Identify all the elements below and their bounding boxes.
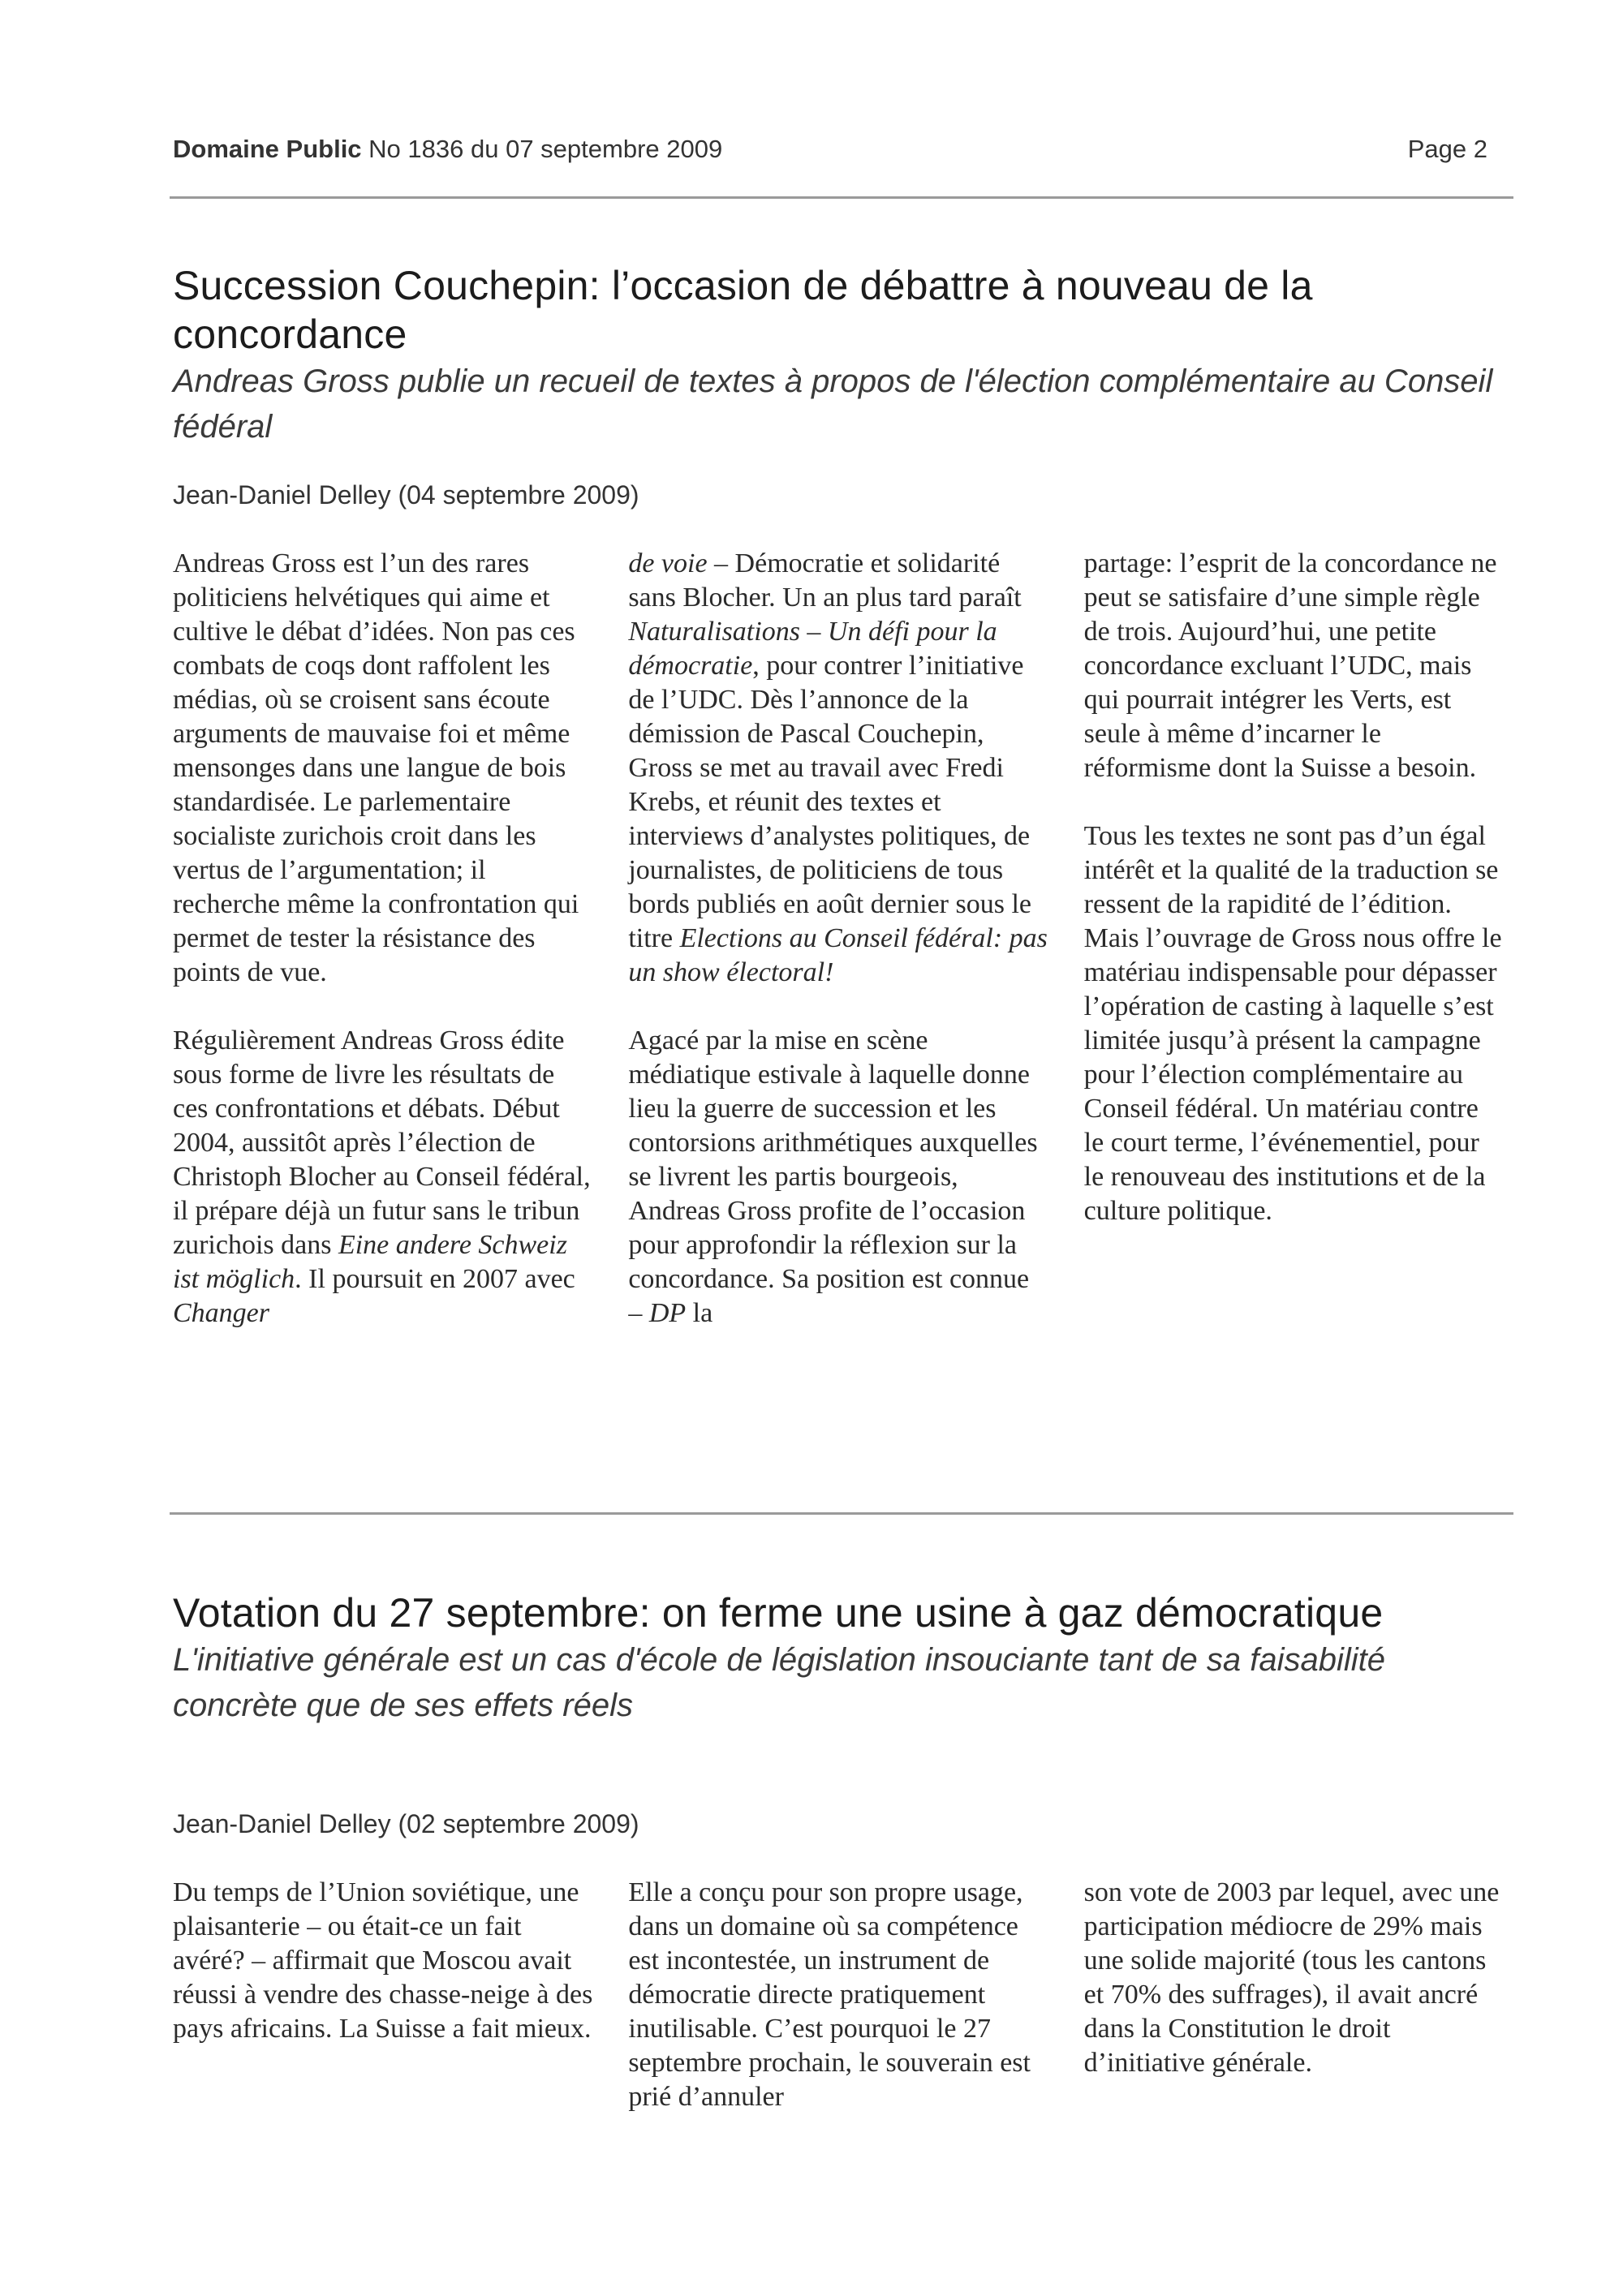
article-1 (173, 261, 1504, 1494)
text-column (1084, 1876, 1504, 2114)
text-run: Elle a conçu pour son propre usage, dans un domaine où sa compétence est incontestée, un instrument de démocratie directe pratiquement inutilisable. C’est pourquoi le 27 septembre prochain, le souverain est prié d’annuler (628, 1877, 1031, 2112)
text-run: partage: l’esprit de la concordance ne peut se satisfaire d’une simple règle de trois. Aujourd’hui, une petite concordance excluant l’UDC, mais qui pourrait intégrer les Verts, est seule à même d’incarner le réformisme dont la Suisse a besoin. (1083, 548, 1497, 783)
text-column (1084, 547, 1504, 1331)
paragraph (1084, 819, 1504, 1228)
paragraph (173, 1876, 592, 2046)
italic-text: de voie (628, 548, 708, 578)
italic-text: Elections au Conseil fédéral: pas un show électoral! (628, 923, 1048, 987)
paragraph (628, 1876, 1048, 2114)
article-subtitle: Andreas Gross publie un recueil de textes à propos de l'élection complémentaire au Conseil fédéral (173, 363, 1493, 445)
article-divider (170, 1512, 1513, 1515)
issue-info: No 1836 du 07 septembre 2009 (368, 135, 723, 163)
text-column (628, 547, 1048, 1331)
text-run: Andreas Gross est l’un des rares politiciens helvétiques qui aime et cultive le débat d’idées. Non pas ces combats de coqs dont raffolent les médias, où se croisent sans écoute arguments de mauvaise foi et même mensonges dans une langue de bois standardisée. Le parlementaire socialiste zurichois croit dans les vertus de l’argumentation; il recherche même la confrontation qui permet de tester la résistance des points de vue. (173, 548, 579, 987)
text-run: Régulièrement Andreas Gross édite sous forme de livre les résultats de ces confrontations et débats. Début 2004, aussitôt après l’élection de Christoph Blocher au Conseil fédéral, il prépare déjà un futur sans le tribun zurichois dans (173, 1025, 591, 1260)
text-run: – Démocratie et solidarité sans Blocher. Un an plus tard paraît (628, 548, 1022, 613)
text-column (628, 1876, 1048, 2114)
paragraph (1084, 1876, 1504, 2080)
text-run: son vote de 2003 par lequel, avec une participation médiocre de 29% mais une solide majorité (tous les cantons et 70% des suffrages), il avait ancré dans la Constitution le droit d’initiative générale. (1083, 1877, 1500, 2078)
article-2 (173, 1589, 1504, 2173)
italic-text: Changer (173, 1298, 269, 1328)
text-run: , pour contrer l’initiative de l’UDC. Dès l’annonce de la démission de Pascal Couchepin, Gross se met au travail avec Fredi Krebs, et réunit des textes et interviews d’analystes politiques, de journalistes, de politiciens de tous bords publiés en août dernier sous le titre (628, 651, 1031, 953)
article-title: Succession Couchepin: l’occasion de débattre à nouveau de la concordance (173, 263, 1313, 357)
paragraph (1084, 547, 1504, 785)
page-number: Page 2 (1407, 135, 1487, 163)
article-subtitle: L'initiative générale est un cas d'école de législation insouciante tant de sa faisabilité concrète que de ses effets réels (173, 1642, 1386, 1723)
text-run: Agacé par la mise en scène médiatique estivale à laquelle donne lieu la guerre de succession et les contorsions arithmétiques auxquelles se livrent les partis bourgeois, Andreas Gross profite de l’occasion pour approfondir la réflexion sur la concordance. Sa position est connue – (628, 1025, 1038, 1328)
text-column (173, 1876, 592, 2114)
text-column (173, 547, 592, 1331)
paragraph (628, 1024, 1048, 1331)
publication-name: Domaine Public (173, 135, 362, 163)
article-title: Votation du 27 septembre: on ferme une usine à gaz démocratique (173, 1590, 1384, 1636)
text-run: la (686, 1298, 713, 1328)
italic-text: Naturalisations – Un défi pour la démocratie (628, 617, 997, 681)
article-byline: Jean-Daniel Delley (04 septembre 2009) (173, 480, 639, 510)
text-run: Du temps de l’Union soviétique, une plaisanterie – ou était-ce un fait avéré? – affirmait que Moscou avait réussi à vendre des chasse-neige à des pays africains. La Suisse a fait mieux. (173, 1877, 593, 2044)
paragraph (628, 547, 1048, 990)
italic-text: Eine andere Schweiz ist möglich (173, 1230, 567, 1294)
article-body (173, 547, 1504, 1331)
article-byline: Jean-Daniel Delley (02 septembre 2009) (173, 1809, 639, 1838)
paragraph (173, 547, 592, 990)
running-header (173, 135, 1487, 170)
article-body (173, 1876, 1504, 2114)
text-run: . Il poursuit en 2007 avec (295, 1264, 575, 1294)
paragraph (173, 1024, 592, 1331)
italic-text: DP (648, 1298, 687, 1328)
header-divider (170, 196, 1513, 199)
text-run: Tous les textes ne sont pas d’un égal intérêt et la qualité de la traduction se ressent de la rapidité de l’édition. Mais l’ouvrage de Gross nous offre le matériau indispensable pour dépasser l’opération de casting à laquelle s’est limitée jusqu’à présent la campagne pour l’élection complémentaire au Conseil fédéral. Un matériau contre le court terme, l’événementiel, pour le renouveau des institutions et de la culture politique. (1083, 821, 1502, 1226)
